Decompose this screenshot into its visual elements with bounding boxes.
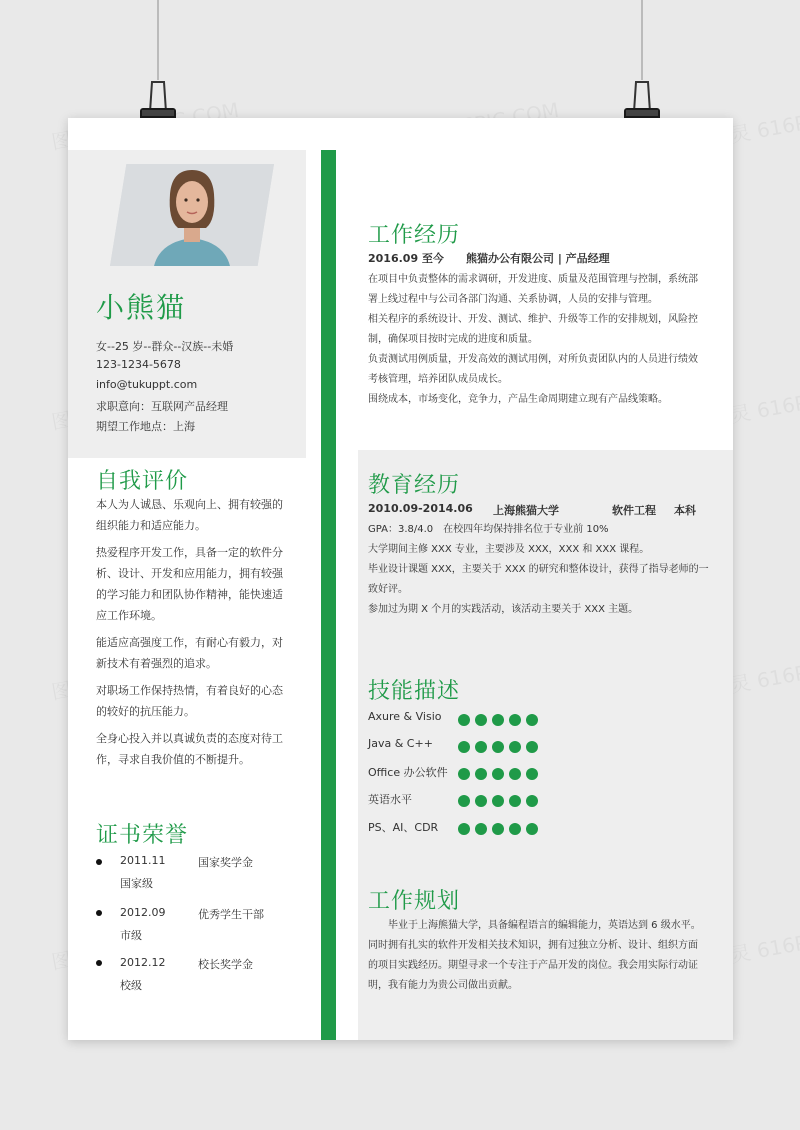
- rating-dot: [492, 768, 504, 780]
- skill-rating: [458, 738, 543, 757]
- certs-heading: 证书荣誉: [96, 823, 189, 848]
- work-location: 期望工作地点：上海: [96, 420, 195, 433]
- cert-level: 国家级: [120, 877, 153, 890]
- profile-photo: [110, 164, 274, 266]
- rating-dot: [526, 795, 538, 807]
- list-bullet: [96, 910, 102, 916]
- self-eval-heading: 自我评价: [96, 469, 189, 494]
- job-intention: 求职意向：互联网产品经理: [96, 400, 228, 413]
- work-heading: 工作经历: [368, 223, 461, 248]
- skill-name: Office 办公软件: [368, 766, 448, 779]
- cert-name: 国家奖学金: [198, 856, 253, 869]
- skill-name: PS、AI、CDR: [368, 821, 439, 834]
- rating-dot: [475, 741, 487, 753]
- rating-dot: [458, 768, 470, 780]
- phone-number: 123-1234-5678: [96, 358, 181, 371]
- rating-dot: [458, 823, 470, 835]
- rating-dot: [526, 823, 538, 835]
- plan-heading: 工作规划: [368, 889, 461, 914]
- rating-dot: [475, 768, 487, 780]
- edu-degree: 本科: [674, 504, 696, 517]
- work-company: 熊猫办公有限公司 | 产品经理: [466, 252, 610, 265]
- plan-text: 毕业于上海熊猫大学，具备编程语言的编辑能力，英语达到 6 级水平。 同时拥有扎实的软件开发相关技术知识，拥有过独立分析、设计、组织方面 的项目实践经历。期望寻求一个专注于产品开发的岗位。我会用实际行动证 明，我有能力为贵公司做出贡献。: [368, 920, 701, 991]
- skill-name: Axure & Visio: [368, 710, 442, 723]
- rating-dot: [509, 823, 521, 835]
- education-heading: 教育经历: [368, 473, 461, 498]
- rating-dot: [526, 741, 538, 753]
- skill-rating: [458, 711, 543, 730]
- cert-date: 2011.11: [120, 854, 166, 867]
- rating-dot: [526, 714, 538, 726]
- rating-dot: [492, 741, 504, 753]
- rating-dot: [475, 714, 487, 726]
- email-address: info@tukuppt.com: [96, 378, 198, 391]
- rating-dot: [492, 714, 504, 726]
- rating-dot: [509, 714, 521, 726]
- resume-page: [68, 118, 733, 1040]
- skills-heading: 技能描述: [368, 679, 461, 704]
- skill-rating: [458, 820, 543, 839]
- edu-major: 软件工程: [612, 504, 656, 517]
- rating-dot: [475, 823, 487, 835]
- edu-school: 上海熊猫大学: [493, 504, 559, 517]
- rating-dot: [458, 795, 470, 807]
- rating-dot: [458, 741, 470, 753]
- work-description: 在项目中负责整体的需求调研，开发进度、质量及范围管理与控制，系统部 署上线过程中与公司各部门沟通、关系协调，人员的安排与管理。 相关程序的系统设计、开发、测试、维护、升级等工作的安排规划，风险控 制，确保项目按时完成的进度和质量。 负责测试用例质量，开发高效的测试用例，对所负责团队内的人员进行绩效 考核管理，培养团队成员成长。 围绕成本，市场变化，竞争力，产品生命周期建立现有产品线策略。: [368, 274, 698, 405]
- rating-dot: [526, 768, 538, 780]
- cert-level: 校级: [120, 979, 142, 992]
- accent-divider: [321, 150, 336, 1040]
- rating-dot: [475, 795, 487, 807]
- cert-level: 市级: [120, 929, 142, 942]
- edu-period: 2010.09-2014.06: [368, 502, 473, 515]
- cert-name: 校长奖学金: [198, 958, 253, 971]
- rating-dot: [509, 768, 521, 780]
- work-period: 2016.09 至今: [368, 252, 444, 265]
- list-bullet: [96, 859, 102, 865]
- skill-rating: [458, 765, 543, 784]
- personal-details: 女--25 岁--群众--汉族--未婚: [96, 340, 234, 353]
- cert-date: 2012.09: [120, 906, 166, 919]
- self-eval-text: 本人为人诚恳、乐观向上、拥有较强的 组织能力和适应能力。 热爱程序开发工作，具备一定的软件分 析、设计、开发和应用能力，拥有较强 的学习能力和团队协作精神，能快速适 应工作环境。 能适应高强度工作，有耐心有毅力，对 新技术有着强烈的追求。 对职场工作保持热情，有着良好的心态 的较好的抗压能力。 全身心投入并以真诚负责的态度对待工 作，寻求自我价值的不断提升。: [96, 498, 283, 766]
- rating-dot: [509, 741, 521, 753]
- rating-dot: [492, 795, 504, 807]
- cert-date: 2012.12: [120, 956, 166, 969]
- skill-name: 英语水平: [368, 793, 412, 806]
- rating-dot: [509, 795, 521, 807]
- education-description: GPA：3.8/4.0 在校四年均保持排名位于专业前 10% 大学期间主修 XXX 专业，主要涉及 XXX，XXX 和 XXX 课程。 毕业设计课题 XXX，主要关于 XXX 的研究和整体设计，获得了指导老师的一 致好评。 参加过为期 X 个月的实践活动，该活动主要关于 XXX 主题。: [368, 524, 709, 615]
- cert-name: 优秀学生干部: [198, 908, 264, 921]
- list-bullet: [96, 960, 102, 966]
- skill-rating: [458, 792, 543, 811]
- rating-dot: [458, 714, 470, 726]
- rating-dot: [492, 823, 504, 835]
- skill-name: Java & C++: [368, 737, 433, 750]
- candidate-name: 小熊猫: [96, 291, 187, 324]
